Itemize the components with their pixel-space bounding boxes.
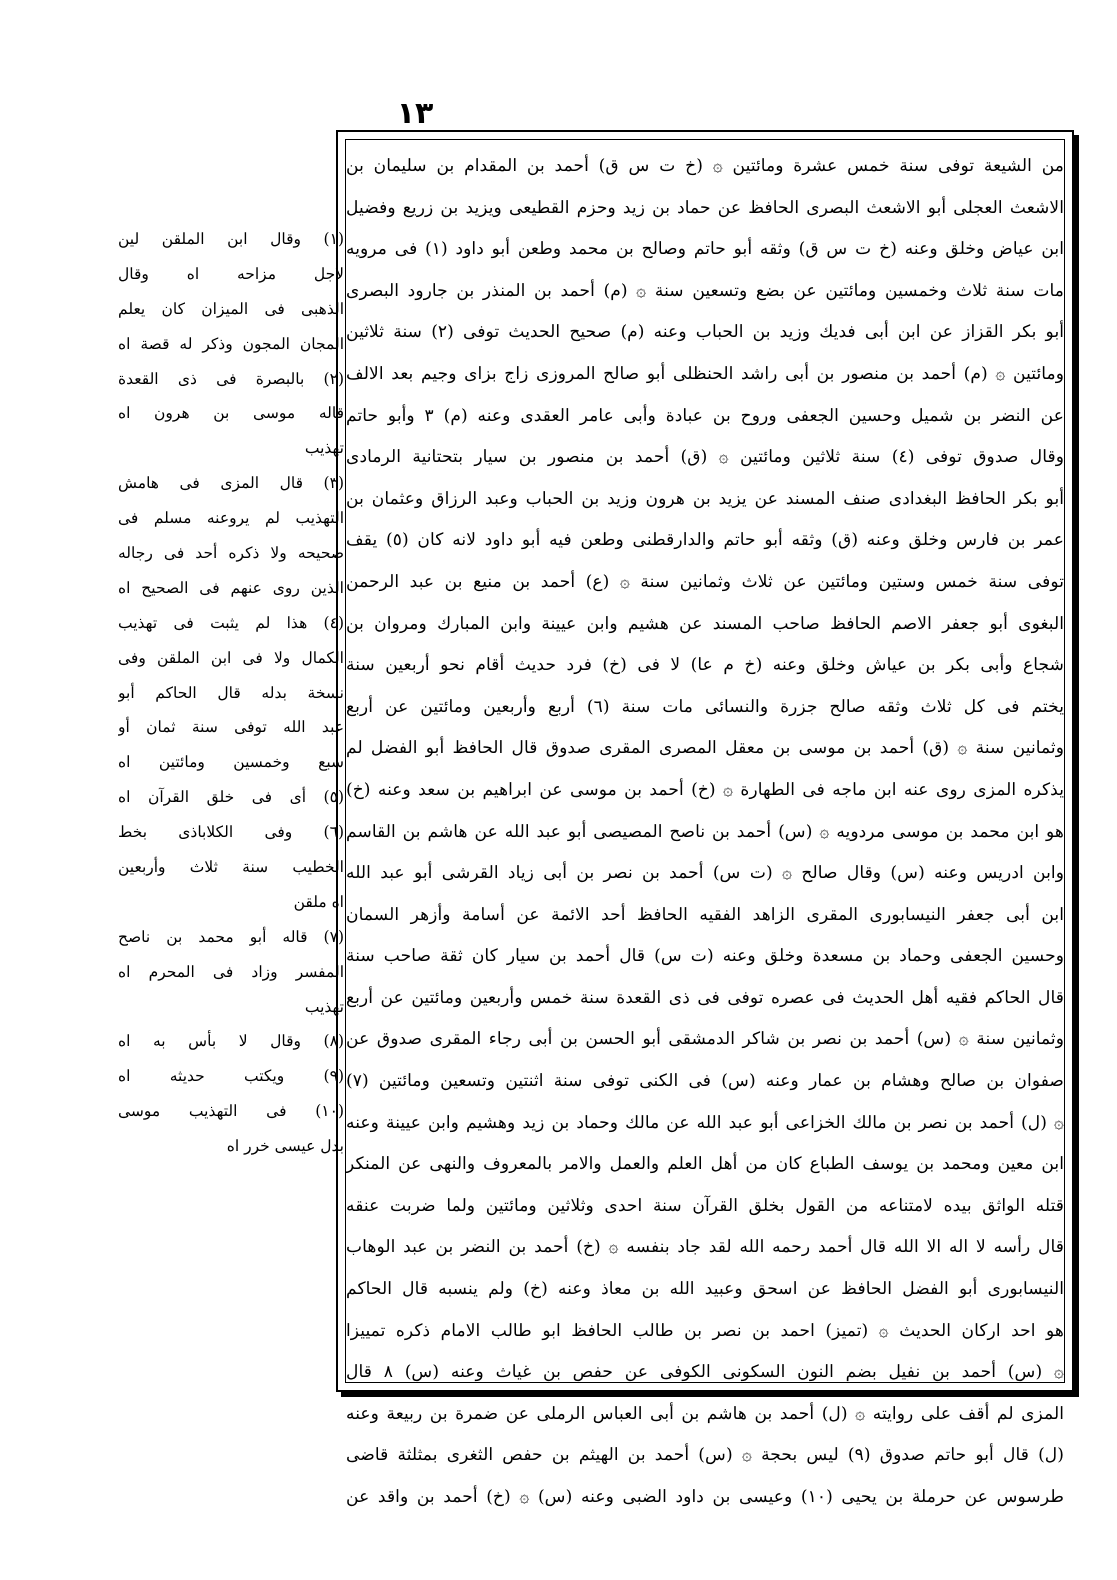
- main-text-line: ابن أبى جعفر النيسابورى المقرى الزاهد الفقيه الحافظ أحد الائمة عن أسامة وأزهر السمان: [346, 904, 1064, 925]
- footnote-line: تهذيب: [304, 997, 344, 1016]
- footnote-line: لاجل مزاحه اه وقال: [118, 264, 344, 283]
- page-number: ١٣: [396, 96, 434, 131]
- main-text-line: ومائتين ۞ (م) أحمد بن منصور بن أبى راشد الحنظلى أبو صالح المروزى زاج بزاى وجيم بعد الالف: [346, 363, 1064, 384]
- main-text-line: وثمانين سنة ۞ (س) أحمد بن نصر بن شاكر الدمشقى أبو الحسن بن أبى رجاء المقرى صدوق عن: [346, 1029, 1064, 1050]
- main-text-body: [346, 146, 1064, 1519]
- main-text-line: قتله الواثق بيده لامتناعه من القول بخلق القرآن سنة احدى وثلاثين ومائتين ولما ضربت عنقه: [346, 1195, 1064, 1216]
- main-text-line: وثمانين سنة ۞ (ق) أحمد بن موسى بن معقل المصرى المقرى صدوق قال الحافظ أبو الفضل لم: [346, 738, 1064, 759]
- margin-footnotes: [118, 222, 344, 1164]
- footnote-line: (١) وقال ابن الملقن لين: [118, 230, 344, 248]
- main-text-line: عن النضر بن شميل وحسين الجعفى وروح بن عبادة وأبى عامر العقدى وعنه (م) ٣ وأبو حاتم: [346, 405, 1064, 426]
- footnote-line: (٨) وقال لا بأس به اه: [118, 1032, 344, 1051]
- main-text-line: من الشيعة توفى سنة خمس عشرة ومائتين ۞ (خ ت س ق) أحمد بن المقدام بن سليمان بن: [346, 156, 1064, 176]
- footnote-line: المفسر وزاد فى المحرم اه: [118, 962, 344, 981]
- footnote-line: (٤) هذا لم يثبت فى تهذيب: [118, 613, 344, 632]
- main-text-line: مات سنة ثلاث وخمسين ومائتين عن بضع وتسعين سنة ۞ (م) أحمد بن المنذر بن جارود البصرى: [346, 280, 1064, 301]
- footnote-line: (٢) بالبصرة فى ذى القعدة: [118, 369, 344, 388]
- footnote-line: الذين روى عنهم فى الصحيح اه: [118, 578, 344, 597]
- footnote-line: (٥) أى فى خلق القرآن اه: [118, 788, 344, 807]
- main-text-line: طرسوس عن حرملة بن يحيى (١٠) وعيسى بن داود الضبى وعنه (س) ۞ (خ) أحمد بن واقد عن: [346, 1487, 1064, 1507]
- main-text-line: ابن عياض وخلق وعنه (خ ت س ق) وثقه أبو حاتم وصالح بن محمد وطعن أبو داود (١) فى مرويه: [346, 239, 1064, 260]
- main-text-line: توفى سنة خمس وستين ومائتين عن ثلاث وثمانين سنة ۞ (ع) أحمد بن منيع بن عبد الرحمن: [346, 571, 1064, 592]
- main-text-line: أبو بكر القزاز عن ابن أبى فديك وزيد بن الحباب وعنه (م) صحيح الحديث توفى (٢) سنة ثلاثين: [346, 322, 1064, 343]
- main-text-line: هو ابن محمد بن موسى مردويه ۞ (س) أحمد بن ناصح المصيصى أبو عبد الله عن هاشم بن القاسم: [346, 821, 1064, 842]
- main-text-line: ۞ (س) أحمد بن نفيل بضم النون السكونى الكوفى عن حفص بن غياث وعنه (س) ٨ قال: [346, 1362, 1064, 1383]
- footnote-line: (١٠) فى التهذيب موسى: [118, 1102, 344, 1121]
- footnote-line: الكمال ولا فى ابن الملقن وفى: [118, 648, 344, 667]
- footnote-line: اه ملقن: [293, 892, 344, 911]
- footnote-line: (٧) قاله أبو محمد بن ناصح: [118, 927, 344, 946]
- footnote-line: نسخة بدله قال الحاكم أبو: [118, 683, 344, 702]
- footnote-line: التهذيب لم يروعنه مسلم فى: [118, 509, 344, 528]
- footnote-line: قاله موسى بن هرون اه: [118, 404, 344, 423]
- footnote-line: (٣) قال المزى فى هامش: [118, 474, 344, 493]
- main-text-line: أبو بكر الحافظ البغدادى صنف المسند عن يزيد بن هرون وزيد بن الحباب وعبد الرزاق وعثمان بن: [346, 488, 1064, 509]
- main-text-line: ابن معين ومحمد بن يوسف الطباع كان من أهل العلم والعمل والامر بالمعروف والنهى عن المنكر: [346, 1154, 1064, 1175]
- footnote-line: الذهبى فى الميزان كان يعلم: [118, 299, 344, 318]
- main-text-line: عمر بن فارس وخلق وعنه (ق) وثقه أبو حاتم والدارقطنى وطعن فيه أبو داود لانه كان (٥) يقف: [346, 530, 1064, 551]
- main-text-line: (ل) قال أبو حاتم صدوق (٩) ليس بحجة ۞ (س) أحمد بن الهيثم بن حفص الثغرى بمثلثة قاضى: [346, 1445, 1064, 1466]
- main-text-line: وحسين الجعفى وحماد بن مسعدة وخلق وعنه (ت س) قال أحمد بن سيار كان ثقة صاحب سنة: [346, 946, 1064, 967]
- main-text-line: صفوان بن صالح وهشام بن عمار وعنه (س) فى الكنى توفى سنة اثنتين وتسعين ومائتين (٧): [346, 1071, 1064, 1092]
- main-text-line: هو احد اركان الحديث ۞ (تميز) احمد بن نصر بن طالب الحافظ ابو طالب الامام ذكره تمييزا: [346, 1320, 1064, 1341]
- footnote-line: عبد الله توفى سنة ثمان أو: [118, 718, 344, 737]
- main-text-line: الاشعث العجلى أبو الاشعث البصرى الحافظ عن حماد بن زيد وحزم القطيعى ويزيد بن زريع وفضيل: [346, 197, 1064, 218]
- main-text-line: قال رأسه لا اله الا الله قال أحمد رحمه الله لقد جاد بنفسه ۞ (خ) أحمد بن النضر بن عبد الوهاب: [346, 1237, 1064, 1258]
- main-text-line: يذكره المزى روى عنه ابن ماجه فى الطهارة ۞ (خ) أحمد بن موسى عن ابراهيم بن سعد وعنه (خ): [346, 779, 1064, 800]
- main-text-line: شجاع وأبى بكر بن عياش وخلق وعنه (خ م عا) لا فى (خ) فرد حديث أقام نحو أربعين سنة: [346, 655, 1064, 676]
- main-text-line: وابن ادريس وعنه (س) وقال صالح ۞ (ت س) أحمد بن نصر بن أبى زياد القرشى أبو عبد الله: [346, 863, 1064, 884]
- main-text-line: وقال صدوق توفى (٤) سنة ثلاثين ومائتين ۞ (ق) أحمد بن منصور بن سيار بتحتانية الرمادى: [346, 447, 1064, 468]
- main-text-line: ۞ (ل) أحمد بن نصر بن مالك الخزاعى أبو عبد الله عن مالك وحماد بن زيد وهشيم وابن عيينة وعنه: [346, 1112, 1064, 1133]
- main-text-line: يختم فى كل ثلاث وثقه صالح جزرة والنسائى مات سنة (٦) أربع وأربعين ومائتين عن أربع: [346, 696, 1064, 717]
- footnote-line: سبع وخمسين ومائتين اه: [118, 753, 344, 772]
- footnote-line: بدل عيسى خرر اه: [226, 1137, 344, 1156]
- footnote-line: تهذيب: [304, 439, 344, 458]
- main-text-line: قال الحاكم فقيه أهل الحديث فى عصره توفى فى ذى القعدة سنة خمس وأربعين ومائتين عن أربع: [346, 987, 1064, 1008]
- footnote-line: (٩) ويكتب حديثه اه: [118, 1067, 344, 1086]
- main-text-line: البغوى أبو جعفر الاصم الحافظ صاحب المسند عن هشيم وابن عيينة وابن المبارك ومروان بن: [346, 613, 1064, 634]
- footnote-line: (٦) وفى الكلاباذى بخط: [118, 823, 344, 842]
- footnote-line: صحيحه ولا ذكره أحد فى رجاله: [118, 544, 344, 563]
- main-text-line: النيسابورى أبو الفضل الحافظ عن اسحق وعبيد الله بن معاذ وعنه (خ) ولم ينسبه قال الحاكم: [346, 1279, 1064, 1300]
- main-text-line: المزى لم أقف على روايته ۞ (ل) أحمد بن هاشم بن أبى العباس الرملى عن ضمرة بن ربيعة وعنه: [346, 1403, 1064, 1424]
- footnote-line: المجان المجون وذكر له قصة اه: [118, 334, 344, 353]
- footnote-line: الخطيب سنة ثلاث وأربعين: [118, 858, 344, 877]
